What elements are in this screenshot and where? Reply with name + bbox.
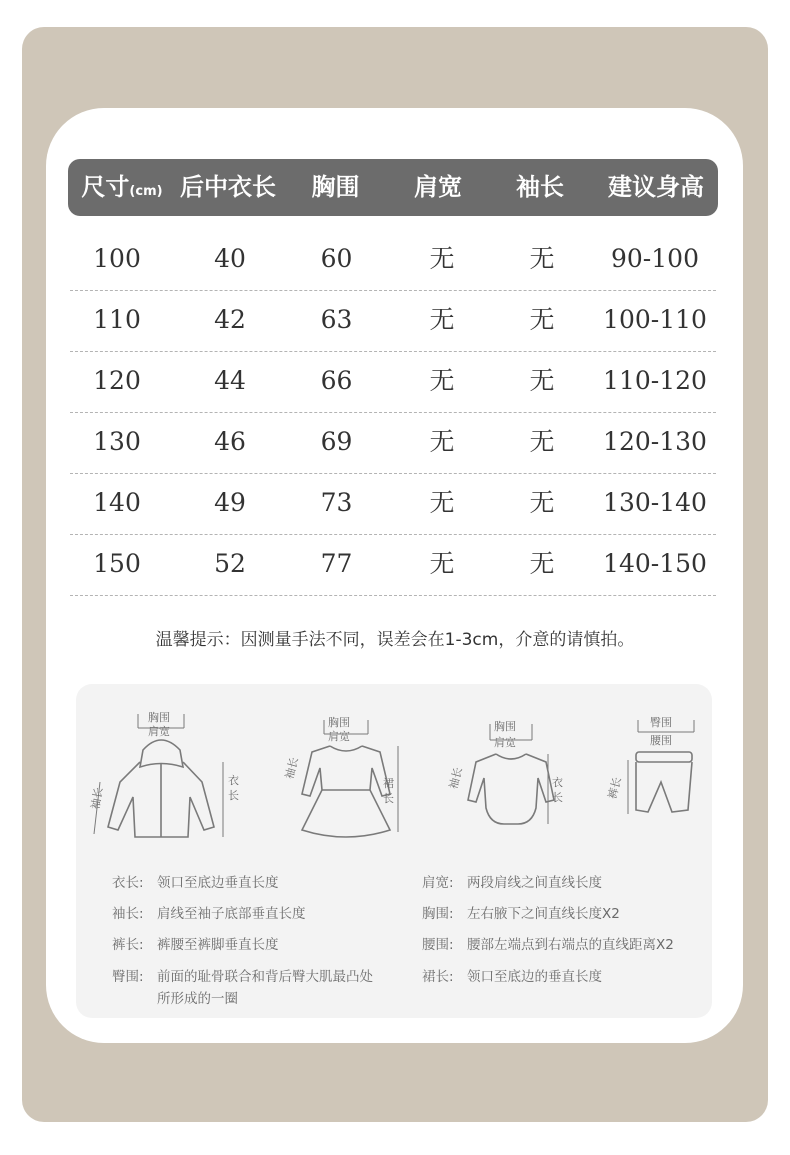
cell-height: 100-110: [603, 305, 707, 334]
cell-height: 110-120: [603, 366, 707, 395]
dress-shoulder-label: 肩宽: [328, 730, 350, 743]
cell-sleeve: 无: [529, 244, 555, 273]
dress-length-label-1: 裙: [383, 777, 394, 790]
cell-chest: 69: [320, 427, 353, 456]
romper-length-label-2: 长: [552, 791, 563, 804]
cell-shoulder: 无: [429, 488, 455, 517]
cell-back-length: 49: [214, 488, 246, 517]
definition-item: [112, 934, 279, 956]
romper-sleeve-label: 袖长: [446, 765, 466, 791]
dress-sleeve-label: 袖长: [282, 755, 302, 781]
jacket-diagram: [88, 702, 248, 852]
definition-term: 裙长:: [422, 969, 454, 985]
definition-desc: 腰部左端点到右端点的直线距离X2: [467, 937, 674, 953]
cell-height: 140-150: [603, 549, 707, 578]
table-row: [70, 413, 716, 474]
cell-height: 120-130: [603, 427, 707, 456]
header-size: 尺寸(cm): [81, 173, 163, 201]
definition-desc: 裤腰至裤脚垂直长度: [157, 937, 279, 953]
cell-chest: 73: [320, 488, 353, 517]
definition-desc: 领口至底边垂直长度: [157, 875, 279, 891]
pants-length-label: 裤长: [606, 775, 625, 801]
table-row: [70, 474, 716, 535]
cell-height: 130-140: [603, 488, 707, 517]
romper-diagram: [446, 712, 576, 842]
romper-chest-label: 胸围: [494, 720, 516, 733]
cell-chest: 66: [320, 366, 353, 395]
pants-diagram: [606, 710, 706, 830]
definition-desc: 领口至底边的垂直长度: [467, 969, 602, 985]
definition-item: [422, 934, 674, 956]
definition-term: 腰围:: [422, 937, 454, 953]
cell-size: 120: [93, 366, 141, 395]
cell-size: 130: [93, 427, 141, 456]
cell-sleeve: 无: [529, 366, 555, 395]
measurement-tip: 温馨提示：因测量手法不同，误差会在1-3cm，介意的请慎拍。: [155, 630, 635, 650]
dress-diagram: [282, 712, 412, 852]
pants-hip-label: 臀围: [650, 716, 672, 729]
cell-size: 140: [93, 488, 141, 517]
cell-shoulder: 无: [429, 366, 455, 395]
cell-sleeve: 无: [529, 305, 555, 334]
definition-desc: 肩线至袖子底部垂直长度: [157, 906, 306, 922]
cell-sleeve: 无: [529, 488, 555, 517]
header-sleeve: 袖长: [516, 173, 564, 201]
dress-chest-label: 胸围: [328, 716, 350, 729]
cell-size: 110: [93, 305, 141, 334]
header-back-length: 后中衣长: [180, 173, 276, 201]
header-height: 建议身高: [608, 173, 704, 201]
cell-shoulder: 无: [429, 549, 455, 578]
definition-term: 袖长:: [112, 906, 144, 922]
definition-item: [422, 966, 602, 988]
cell-back-length: 42: [214, 305, 246, 334]
table-row: [70, 535, 716, 596]
definition-item: [112, 966, 373, 1010]
definition-term: 肩宽:: [422, 875, 454, 891]
cell-size: 100: [93, 244, 141, 273]
cell-back-length: 46: [214, 427, 246, 456]
cell-shoulder: 无: [429, 427, 455, 456]
jacket-length-label-1: 衣: [228, 774, 239, 787]
definition-term: 裤长:: [112, 937, 144, 953]
definition-term: 衣长:: [112, 875, 144, 891]
table-row: [70, 230, 716, 291]
jacket-shoulder-label: 肩宽: [148, 725, 170, 738]
jacket-sleeve-label: 袖长: [88, 786, 106, 811]
cell-back-length: 44: [214, 366, 246, 395]
romper-length-label-1: 衣: [552, 776, 563, 789]
definition-desc-line2: 所形成的一圈: [157, 991, 238, 1007]
cell-back-length: 40: [214, 244, 246, 273]
dress-length-label-2: 长: [383, 792, 394, 805]
definition-desc: 两段肩线之间直线长度: [467, 875, 602, 891]
cell-sleeve: 无: [529, 549, 555, 578]
header-shoulder: 肩宽: [414, 173, 462, 201]
cell-size: 150: [93, 549, 141, 578]
definition-desc: 左右腋下之间直线长度X2: [467, 906, 620, 922]
table-row: [70, 352, 716, 413]
cell-back-length: 52: [214, 549, 246, 578]
definition-term: 臀围:: [112, 969, 144, 985]
cell-chest: 63: [320, 305, 353, 334]
cell-sleeve: 无: [529, 427, 555, 456]
romper-shoulder-label: 肩宽: [494, 736, 516, 749]
definition-item: [112, 872, 279, 894]
definition-term: 胸围:: [422, 906, 454, 922]
table-row: [70, 291, 716, 352]
pants-waist-label: 腰围: [650, 734, 672, 747]
cell-chest: 60: [320, 244, 353, 273]
cell-shoulder: 无: [429, 244, 455, 273]
header-chest: 胸围: [311, 173, 360, 201]
cell-height: 90-100: [611, 244, 699, 273]
jacket-length-label-2: 长: [228, 789, 239, 802]
cell-shoulder: 无: [429, 305, 455, 334]
definition-item: [422, 872, 602, 894]
definition-item: [112, 903, 306, 925]
definition-desc: 前面的耻骨联合和背后臀大肌最凸处: [157, 969, 373, 985]
jacket-chest-label: 胸围: [148, 711, 170, 724]
definition-item: [422, 903, 620, 925]
size-table-header: [68, 159, 718, 216]
cell-chest: 77: [320, 549, 353, 578]
